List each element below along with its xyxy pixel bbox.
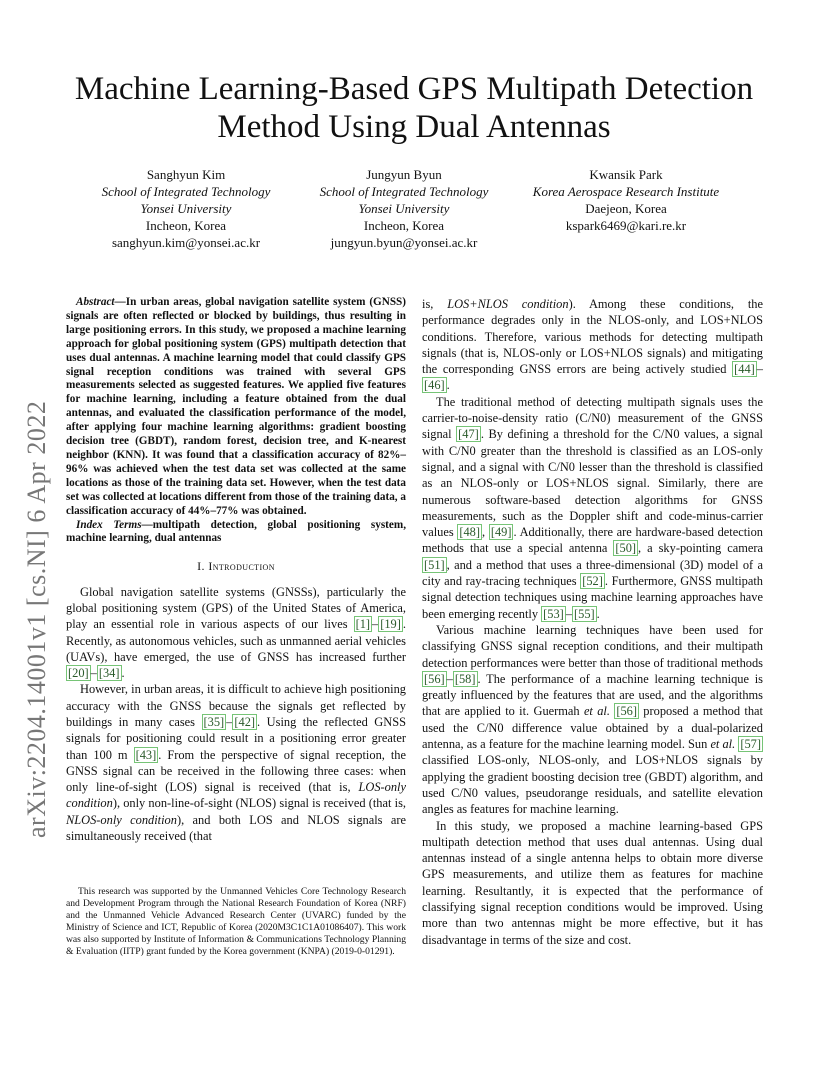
author-affiliation: School of Integrated Technology [319,184,489,199]
intro-paragraph-1 [66,584,406,682]
index-terms-paragraph [66,519,406,547]
citation-link[interactable]: [53] [543,606,564,621]
author-block-2 [284,166,524,251]
citation-link[interactable]: [57] [740,737,761,752]
text-run: . By defining a threshold for the C/N0 values, a signal with C/N0 greater than the threshold is classified as an LOS-only signal, and a signal with C/N0 lesser than the threshold is classified as an NLOS-only or LOS+NLOS signal. Similarly, there are numerous software-based detection algorithms for GNSS measurements, such as the Doppler shift and code-minus-carrier values [422,427,763,540]
text-run: – [756,362,763,377]
text-run: – [90,666,97,681]
citation-link[interactable]: [34] [98,666,120,681]
emphasis-text: LOS-only condition [66,780,406,811]
text-run: . [121,666,125,681]
arxiv-identifier: arXiv:2204.14001v1 [cs.NI] 6 Apr 2022 [22,400,51,838]
text-run: . Using the reflected GNSS signals for positioning could result in a positioning error greater than 100 m [66,714,406,762]
text-run: . [596,606,600,621]
text-run: . Additionally, there are hardware-based detection methods that use a special antenna [422,525,763,556]
text-run: , [482,525,489,540]
citation-link[interactable]: [44] [734,362,755,377]
index-terms-label: Index Terms [76,518,142,531]
citation-link[interactable]: [58] [454,671,476,686]
text-run: – [446,671,453,686]
title-line-2: Method Using Dual Antennas [217,109,611,145]
section-number: I. [197,559,205,574]
abstract-paragraph [66,296,406,519]
citation-link[interactable]: [42] [234,714,256,729]
emphasis-text: et al. [710,737,736,752]
abstract-label: Abstract [76,296,115,308]
citation-link[interactable]: [46] [424,378,445,393]
text-run: The traditional method of detecting multipath signals uses the carrier-to-noise-density ratio (C/N0) measurement of the GNSS signal [422,394,763,442]
citation-link[interactable]: [19] [380,617,401,632]
citation-link[interactable]: [20] [68,666,89,681]
citation-link[interactable]: [47] [458,427,479,442]
text-run: . [446,378,450,393]
section-title: Introduction [208,559,275,574]
abstract [66,296,406,546]
text-run: . Furthermore, GNSS multipath signal detection techniques using machine learning approaches have been emerging recently [422,574,763,621]
text-run: – [372,617,379,632]
citation-link[interactable]: [52] [582,574,603,589]
text-run: ), only non-line-of-sight (NLOS) signal is received (that is, [112,796,406,811]
citation-link[interactable]: [55] [574,606,595,621]
citation-link[interactable]: [56] [616,704,637,719]
intro-paragraph-2 [66,681,406,844]
emphasis-text: et al. [583,704,610,719]
author-email: jungyun.byun@yonsei.ac.kr [330,235,478,250]
author-name: Jungyun Byun [366,167,442,182]
citation-link[interactable]: [35] [203,714,225,729]
right-paragraph-1 [422,296,763,394]
text-run: Global navigation satellite systems (GNSSs), particularly the global positioning system (GPS) of the United States of America, play an essential role in various aspects of our lives [66,584,406,632]
author-block-1 [66,166,306,251]
right-paragraph-3 [422,622,763,818]
author-affiliation: Korea Aerospace Research Institute [532,184,720,199]
emphasis-text: NLOS-only condition [66,812,177,827]
text-run: , a sky-pointing camera [638,541,763,556]
text-run: . The performance of a machine learning technique is greatly influenced by the features that are used, and the algorithms that are applied to it. Guermah [422,671,763,719]
text-run: – [565,606,573,621]
author-block-3 [506,166,746,234]
text-run: However, in urban areas, it is difficult to achieve high positioning accuracy with the GNSS because the signals get reflected by buildings in many cases [66,682,406,729]
author-university: Yonsei University [358,201,450,216]
paper-title [60,70,768,146]
author-university: Yonsei University [140,201,232,216]
citation-link[interactable]: [43] [135,747,157,762]
right-column [422,296,763,948]
author-location: Incheon, Korea [145,218,227,233]
text-run: ). Among these conditions, the performance degrades only in the NLOS-only, and LOS+NLOS conditions. Therefore, various methods for detecting multipath signals (that is, NLOS-only or LOS+NLOS signals) and mitigating the corresponding GNSS errors are being actively studied [422,297,763,377]
author-affiliation: School of Integrated Technology [101,184,271,199]
section-heading-introduction [66,558,406,574]
citation-link[interactable]: [50] [615,541,637,556]
index-terms-text: —multipath detection, global positioning system, machine learning, dual antennas [66,518,406,545]
text-run: – [226,714,233,729]
citation-link[interactable]: [56] [424,671,445,686]
text-run: classified LOS-only, NLOS-only, and LOS+NLOS signals by applying the gradient boosting decision tree (GBDT) algorithm, and used C/N0 values, pseudorange residuals, and satellite elevation angles as features for machine learning. [422,753,763,817]
right-paragraph-4: In this study, we proposed a machine learning-based GPS multipath detection method that uses dual antennas. Using dual antennas instead of a single antenna helps to obtain more diverse GPS measurements, and utilize them as features for machine learning. Resultantly, it is expected that the performance of classifying signal reception conditions would be improved. Using more than two antennas might be more effective, but it has disadvantage in terms of the size and cost. [422,818,763,947]
citation-link[interactable]: [49] [490,525,512,540]
text-run: . Recently, as autonomous vehicles, such as unmanned aerial vehicles (UAVs), have emerged, the use of GNSS has increased further [66,617,406,664]
footnote-text: This research was supported by the Unmanned Vehicles Core Technology Research and Development Program through the National Research Foundation of Korea (NRF) and the Unmanned Vehicle Advanced Research Center (UVARC) funded by the Ministry of Science and ICT, Republic of Korea (2020M3C1C1A01086407). This work was also supported by Institute of Information & Communications Technology Planning & Evaluation (IITP) grant funded by the Korea government (KNPA) (2019-0-01291). [66,886,406,957]
citation-link[interactable]: [48] [459,525,481,540]
author-name: Kwansik Park [589,167,663,182]
author-email: kspark6469@kari.re.kr [565,218,687,233]
emphasis-text: LOS+NLOS condition [447,297,569,311]
text-run: Various machine learning techniques have been used for classifying GNSS signal reception conditions, and their multipath detection performances were better than those of traditional methods [422,622,763,670]
author-name: Sanghyun Kim [146,167,226,182]
right-paragraph-2 [422,394,763,622]
funding-footnote [66,886,406,958]
text-run: proposed a method that used the C/N0 difference value obtained by a dual-polarized antenna, as a feature for the machine learning model. Sun [422,704,763,752]
text-run: , and a method that uses a three-dimensional (3D) model of a city and ray-tracing techniques [422,557,763,589]
text-run: . From the perspective of signal reception, the GNSS signal can be received in the following three cases: when only line-of-sight (LOS) signal is received (that is, [66,747,407,795]
author-location: Daejeon, Korea [585,201,667,216]
citation-link[interactable]: [1] [355,617,371,632]
citation-link[interactable]: [51] [424,557,445,572]
title-line-1: Machine Learning-Based GPS Multipath Detection [74,71,754,107]
author-email: sanghyun.kim@yonsei.ac.kr [111,235,261,250]
text-run: ), and both LOS and NLOS signals are simultaneously received (that [66,812,406,844]
abstract-text: —In urban areas, global navigation satellite system (GNSS) signals are often reflected or blocked by buildings, thus resulting in large positioning errors. In this study, we proposed a machine learning approach for global positioning system (GPS) multipath detection that uses dual antennas. A machine learning model that could classify GPS signal reception conditions was trained with several GPS measurements selected as suggested features. We applied five features for machine learning, including a feature obtained from the dual antennas, and evaluated the classification performance of the model, after applying four machine learning algorithms: gradient boosting decision tree (GBDT), random forest, decision tree, and K-nearest neighbor (KNN). It was found that a classification accuracy of 82%–96% was achieved when the test data set was collected at the same locations as those of the training data set. However, when the test data set was collected at locations different from those of the training data, a classification accuracy of 44%–77% was obtained. [66,296,406,517]
author-location: Incheon, Korea [363,218,445,233]
text-run: is, [422,297,448,311]
left-column [66,296,406,844]
